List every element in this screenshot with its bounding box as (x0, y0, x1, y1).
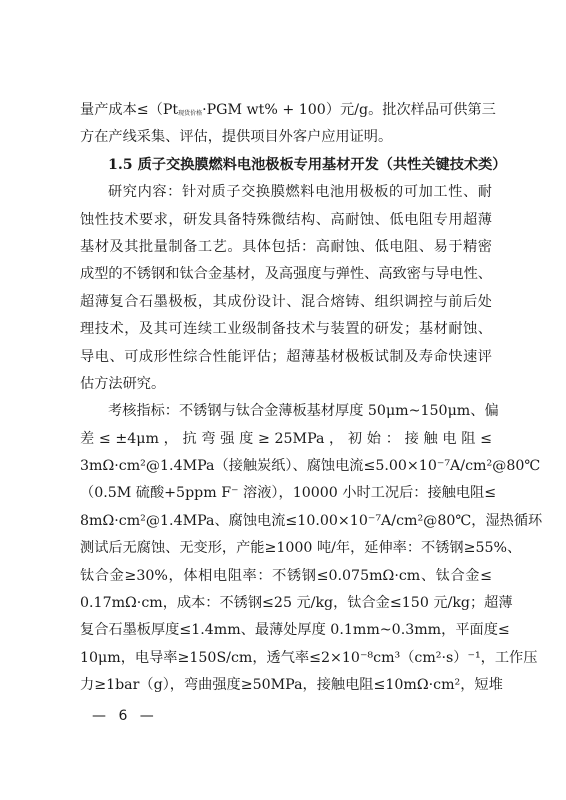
section-heading: 1.5 质子交换膜燃料电池极板专用基材开发（共性关键技术类） (108, 156, 507, 173)
body-line-2: 方在产线采集、评估，提供项目外客户应用证明。 (80, 129, 393, 146)
body-line-14: 3mΩ·cm²@1.4MPa（接触炭纸）、腐蚀电流≤5.00×10⁻⁷A/cm²@80℃ (80, 458, 541, 475)
body-line-10: 导电、可成形性综合性能评估；超薄基材极板试制及寿命快速评 (80, 348, 492, 365)
body-line-18: 钛合金≥30%，体相电阻率：不锈钢≤0.075mΩ·cm、钛合金≤ (80, 567, 492, 584)
body-line-6: 基材及其批量制备工艺。具体包括：高耐蚀、低电阻、易于精密 (80, 238, 492, 255)
page-number: — 6 — (92, 708, 158, 724)
line-text: ·PGM wt% + 100）元/g。批次样品可供第三 (202, 102, 496, 118)
subscript-note: 现货价格 (178, 110, 203, 117)
body-line-5: 蚀性技术要求，研发具备特殊微结构、高耐蚀、低电阻专用超薄 (80, 211, 492, 228)
line-text: 量产成本≤（Pt (80, 102, 179, 118)
body-line-22: 力≥1bar（g），弯曲强度≥50MPa，接触电阻≤10mΩ·cm²，短堆 (80, 677, 503, 694)
body-line-9: 理技术，及其可连续工业级制备技术与装置的研发；基材耐蚀、 (80, 321, 492, 338)
body-line-17: 测试后无腐蚀、无变形，产能≥1000 吨/年，延伸率：不锈钢≥55%、 (80, 540, 522, 557)
body-line-4: 研究内容：针对质子交换膜燃料电池用极板的可加工性、耐 (108, 184, 492, 201)
document-body (80, 97, 543, 700)
body-line-7: 成型的不锈钢和钛合金基材，及高强度与弹性、高致密与导电性、 (80, 266, 492, 283)
body-line-15: （0.5M 硫酸+5ppm F⁻ 溶液），10000 小时工况后：接触电阻≤ (80, 485, 497, 502)
body-line-16: 8mΩ·cm²@1.4MPa、腐蚀电流≤10.00×10⁻⁷A/cm²@80℃，湿热循环 (80, 512, 543, 529)
body-line-1 (80, 97, 496, 124)
body-line-13: 差 ≤ ±4μm ， 抗 弯 强 度 ≥ 25MPa ， 初 始 ： 接 触 电 阻 ≤ (80, 430, 492, 447)
body-line-21: 10μm，电导率≥150S/cm，透气率≤2×10⁻⁸cm³（cm²·s）⁻¹，工作压 (80, 649, 538, 666)
body-line-12: 考核指标：不锈钢与钛合金薄板基材厚度 50μm~150μm、偏 (108, 403, 499, 420)
body-line-19: 0.17mΩ·cm，成本：不锈钢≤25 元/kg，钛合金≤150 元/kg；超薄 (80, 595, 513, 612)
body-line-8: 超薄复合石墨极板，其成份设计、混合熔铸、组织调控与前后处 (80, 293, 492, 310)
body-line-20: 复合石墨板厚度≤1.4mm、最薄处厚度 0.1mm~0.3mm，平面度≤ (80, 622, 510, 639)
body-line-11: 估方法研究。 (80, 375, 166, 392)
